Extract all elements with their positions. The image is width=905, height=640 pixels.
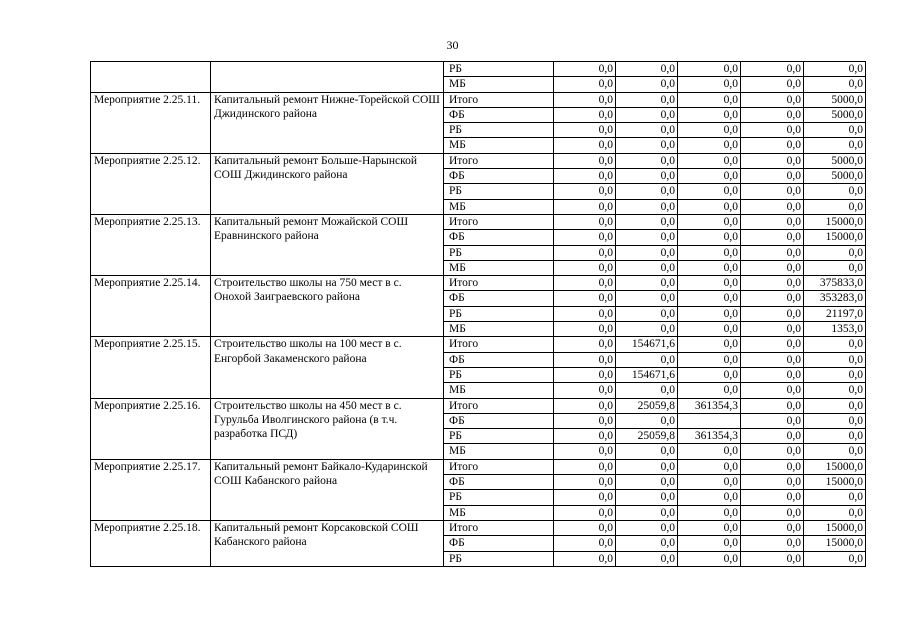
amount-cell: 0,0 bbox=[616, 413, 678, 428]
amount-cell: 0,0 bbox=[741, 153, 804, 168]
funding-source-cell: Итого bbox=[444, 276, 554, 291]
amount-cell: 0,0 bbox=[678, 444, 741, 459]
amount-cell: 0,0 bbox=[804, 199, 866, 214]
amount-cell: 0,0 bbox=[804, 138, 866, 153]
funding-source-cell: РБ bbox=[444, 551, 554, 566]
amount-cell: 154671,6 bbox=[616, 337, 678, 352]
funding-source-cell: РБ bbox=[444, 123, 554, 138]
amount-cell: 0,0 bbox=[741, 77, 804, 92]
amount-cell: 0,0 bbox=[554, 536, 616, 551]
funding-source-cell: МБ bbox=[444, 505, 554, 520]
amount-cell: 0,0 bbox=[678, 169, 741, 184]
amount-cell: 0,0 bbox=[616, 199, 678, 214]
amount-cell: 0,0 bbox=[616, 322, 678, 337]
amount-cell: 0,0 bbox=[741, 169, 804, 184]
amount-cell: 5000,0 bbox=[804, 153, 866, 168]
activity-name-cell: Строительство школы на 750 мест в с. Онохой Заиграевского района bbox=[211, 276, 444, 337]
activity-id-cell: Мероприятие 2.25.14. bbox=[91, 276, 211, 337]
amount-cell: 21197,0 bbox=[804, 306, 866, 321]
amount-cell: 0,0 bbox=[616, 291, 678, 306]
amount-cell: 0,0 bbox=[616, 505, 678, 520]
funding-source-cell: ФБ bbox=[444, 536, 554, 551]
amount-cell: 0,0 bbox=[741, 214, 804, 229]
amount-cell: 353283,0 bbox=[804, 291, 866, 306]
amount-cell: 0,0 bbox=[804, 337, 866, 352]
amount-cell: 0,0 bbox=[678, 352, 741, 367]
funding-source-cell: ФБ bbox=[444, 475, 554, 490]
amount-cell: 0,0 bbox=[741, 107, 804, 122]
amount-cell: 0,0 bbox=[616, 490, 678, 505]
amount-cell: 0,0 bbox=[741, 184, 804, 199]
amount-cell: 0,0 bbox=[554, 184, 616, 199]
amount-cell: 0,0 bbox=[554, 260, 616, 275]
amount-cell: 0,0 bbox=[554, 169, 616, 184]
activity-id-cell: Мероприятие 2.25.11. bbox=[91, 92, 211, 153]
activity-id-cell: Мероприятие 2.25.18. bbox=[91, 520, 211, 566]
activity-name-cell: Капитальный ремонт Нижне-Торейской СОШ Джидинского района bbox=[211, 92, 444, 153]
funding-source-cell: ФБ bbox=[444, 230, 554, 245]
funding-source-cell: ФБ bbox=[444, 107, 554, 122]
activity-id-cell: Мероприятие 2.25.13. bbox=[91, 214, 211, 275]
amount-cell: 0,0 bbox=[741, 429, 804, 444]
amount-cell: 0,0 bbox=[678, 153, 741, 168]
amount-cell: 0,0 bbox=[804, 123, 866, 138]
amount-cell: 0,0 bbox=[741, 260, 804, 275]
amount-cell: 0,0 bbox=[616, 551, 678, 566]
activity-id-cell bbox=[91, 62, 211, 93]
amount-cell: 0,0 bbox=[741, 92, 804, 107]
amount-cell: 361354,3 bbox=[678, 398, 741, 413]
amount-cell: 0,0 bbox=[678, 490, 741, 505]
amount-cell: 0,0 bbox=[741, 199, 804, 214]
amount-cell: 0,0 bbox=[804, 77, 866, 92]
funding-source-cell: Итого bbox=[444, 92, 554, 107]
amount-cell: 0,0 bbox=[616, 230, 678, 245]
table-row bbox=[91, 92, 866, 107]
funding-source-cell: МБ bbox=[444, 322, 554, 337]
amount-cell: 0,0 bbox=[678, 337, 741, 352]
amount-cell: 5000,0 bbox=[804, 92, 866, 107]
amount-cell: 0,0 bbox=[678, 367, 741, 382]
amount-cell: 0,0 bbox=[741, 398, 804, 413]
funding-source-cell: МБ bbox=[444, 260, 554, 275]
amount-cell: 0,0 bbox=[804, 429, 866, 444]
amount-cell: 0,0 bbox=[616, 444, 678, 459]
table-row bbox=[91, 520, 866, 535]
amount-cell: 0,0 bbox=[554, 123, 616, 138]
amount-cell: 0,0 bbox=[554, 322, 616, 337]
funding-source-cell: Итого bbox=[444, 459, 554, 474]
activity-name-cell: Капитальный ремонт Корсаковской СОШ Кабанского района bbox=[211, 520, 444, 566]
amount-cell: 0,0 bbox=[804, 184, 866, 199]
amount-cell: 0,0 bbox=[741, 520, 804, 535]
amount-cell: 0,0 bbox=[741, 551, 804, 566]
amount-cell: 0,0 bbox=[804, 383, 866, 398]
amount-cell: 0,0 bbox=[554, 62, 616, 77]
amount-cell: 15000,0 bbox=[804, 520, 866, 535]
amount-cell: 0,0 bbox=[678, 92, 741, 107]
amount-cell: 25059,8 bbox=[616, 429, 678, 444]
amount-cell: 0,0 bbox=[554, 413, 616, 428]
funding-source-cell: РБ bbox=[444, 490, 554, 505]
amount-cell: 0,0 bbox=[741, 337, 804, 352]
amount-cell: 0,0 bbox=[741, 413, 804, 428]
amount-cell: 0,0 bbox=[554, 429, 616, 444]
funding-source-cell: РБ bbox=[444, 367, 554, 382]
amount-cell: 375833,0 bbox=[804, 276, 866, 291]
amount-cell: 0,0 bbox=[678, 199, 741, 214]
table-row bbox=[91, 398, 866, 413]
amount-cell: 0,0 bbox=[678, 138, 741, 153]
table-row bbox=[91, 459, 866, 474]
amount-cell: 0,0 bbox=[678, 77, 741, 92]
funding-source-cell: МБ bbox=[444, 77, 554, 92]
table-body bbox=[91, 62, 866, 567]
amount-cell: 0,0 bbox=[741, 444, 804, 459]
amount-cell: 0,0 bbox=[741, 276, 804, 291]
amount-cell: 0,0 bbox=[804, 505, 866, 520]
amount-cell: 0,0 bbox=[741, 383, 804, 398]
amount-cell: 0,0 bbox=[616, 520, 678, 535]
amount-cell: 25059,8 bbox=[616, 398, 678, 413]
amount-cell: 0,0 bbox=[804, 413, 866, 428]
amount-cell: 0,0 bbox=[678, 536, 741, 551]
activity-name-cell: Капитальный ремонт Больше-Нарынской СОШ Джидинского района bbox=[211, 153, 444, 214]
amount-cell: 0,0 bbox=[554, 245, 616, 260]
activity-name-cell: Капитальный ремонт Можайской СОШ Еравнинского района bbox=[211, 214, 444, 275]
amount-cell: 0,0 bbox=[678, 322, 741, 337]
amount-cell: 0,0 bbox=[678, 276, 741, 291]
amount-cell: 0,0 bbox=[554, 92, 616, 107]
amount-cell: 0,0 bbox=[804, 490, 866, 505]
amount-cell: 0,0 bbox=[554, 520, 616, 535]
amount-cell: 0,0 bbox=[616, 77, 678, 92]
funding-source-cell: ФБ bbox=[444, 413, 554, 428]
amount-cell: 0,0 bbox=[804, 444, 866, 459]
amount-cell: 0,0 bbox=[741, 536, 804, 551]
amount-cell: 0,0 bbox=[554, 337, 616, 352]
table-row bbox=[91, 62, 866, 77]
funding-source-cell: ФБ bbox=[444, 291, 554, 306]
amount-cell: 0,0 bbox=[554, 291, 616, 306]
amount-cell: 15000,0 bbox=[804, 214, 866, 229]
amount-cell: 0,0 bbox=[616, 107, 678, 122]
activity-name-cell: Строительство школы на 100 мест в с. Енгорбой Закаменского района bbox=[211, 337, 444, 398]
amount-cell: 0,0 bbox=[554, 230, 616, 245]
amount-cell: 0,0 bbox=[616, 123, 678, 138]
amount-cell: 0,0 bbox=[804, 352, 866, 367]
funding-source-cell: Итого bbox=[444, 398, 554, 413]
activity-id-cell: Мероприятие 2.25.16. bbox=[91, 398, 211, 459]
amount-cell: 0,0 bbox=[741, 245, 804, 260]
amount-cell: 0,0 bbox=[554, 107, 616, 122]
amount-cell: 0,0 bbox=[616, 536, 678, 551]
amount-cell: 0,0 bbox=[554, 276, 616, 291]
amount-cell: 0,0 bbox=[554, 459, 616, 474]
amount-cell: 0,0 bbox=[554, 352, 616, 367]
amount-cell: 0,0 bbox=[741, 352, 804, 367]
amount-cell: 15000,0 bbox=[804, 475, 866, 490]
amount-cell: 0,0 bbox=[678, 107, 741, 122]
amount-cell: 0,0 bbox=[678, 551, 741, 566]
amount-cell: 0,0 bbox=[616, 138, 678, 153]
amount-cell: 0,0 bbox=[616, 169, 678, 184]
amount-cell: 0,0 bbox=[554, 153, 616, 168]
amount-cell: 0,0 bbox=[678, 520, 741, 535]
amount-cell: 0,0 bbox=[554, 77, 616, 92]
amount-cell: 0,0 bbox=[616, 306, 678, 321]
amount-cell: 0,0 bbox=[678, 291, 741, 306]
activity-id-cell: Мероприятие 2.25.12. bbox=[91, 153, 211, 214]
amount-cell: 0,0 bbox=[678, 459, 741, 474]
amount-cell: 0,0 bbox=[678, 383, 741, 398]
amount-cell: 0,0 bbox=[741, 459, 804, 474]
activity-id-cell: Мероприятие 2.25.17. bbox=[91, 459, 211, 520]
amount-cell: 154671,6 bbox=[616, 367, 678, 382]
amount-cell: 0,0 bbox=[741, 367, 804, 382]
funding-source-cell: РБ bbox=[444, 184, 554, 199]
amount-cell: 0,0 bbox=[554, 214, 616, 229]
amount-cell: 0,0 bbox=[616, 276, 678, 291]
amount-cell: 0,0 bbox=[554, 383, 616, 398]
funding-source-cell: РБ bbox=[444, 306, 554, 321]
amount-cell: 0,0 bbox=[678, 245, 741, 260]
amount-cell: 1353,0 bbox=[804, 322, 866, 337]
funding-source-cell: Итого bbox=[444, 520, 554, 535]
funding-source-cell: ФБ bbox=[444, 352, 554, 367]
amount-cell: 0,0 bbox=[741, 291, 804, 306]
activity-id-cell: Мероприятие 2.25.15. bbox=[91, 337, 211, 398]
amount-cell: 0,0 bbox=[554, 475, 616, 490]
amount-cell: 0,0 bbox=[741, 230, 804, 245]
amount-cell: 0,0 bbox=[616, 214, 678, 229]
amount-cell: 0,0 bbox=[678, 475, 741, 490]
amount-cell: 0,0 bbox=[741, 306, 804, 321]
funding-source-cell: Итого bbox=[444, 153, 554, 168]
amount-cell: 0,0 bbox=[616, 184, 678, 199]
page-number: 30 bbox=[446, 38, 459, 52]
amount-cell: 0,0 bbox=[678, 505, 741, 520]
amount-cell: 0,0 bbox=[804, 367, 866, 382]
amount-cell: 0,0 bbox=[741, 62, 804, 77]
amount-cell bbox=[678, 413, 741, 428]
amount-cell: 0,0 bbox=[616, 383, 678, 398]
amount-cell: 0,0 bbox=[741, 475, 804, 490]
amount-cell: 361354,3 bbox=[678, 429, 741, 444]
amount-cell: 0,0 bbox=[804, 245, 866, 260]
funding-source-cell: РБ bbox=[444, 245, 554, 260]
amount-cell: 0,0 bbox=[678, 62, 741, 77]
amount-cell: 0,0 bbox=[554, 444, 616, 459]
amount-cell: 0,0 bbox=[616, 260, 678, 275]
funding-source-cell: МБ bbox=[444, 383, 554, 398]
amount-cell: 0,0 bbox=[678, 230, 741, 245]
budget-table bbox=[90, 61, 866, 567]
table-row bbox=[91, 153, 866, 168]
funding-source-cell: РБ bbox=[444, 429, 554, 444]
amount-cell: 0,0 bbox=[678, 260, 741, 275]
funding-source-cell: МБ bbox=[444, 199, 554, 214]
amount-cell: 0,0 bbox=[554, 367, 616, 382]
amount-cell: 0,0 bbox=[616, 459, 678, 474]
amount-cell: 15000,0 bbox=[804, 230, 866, 245]
amount-cell: 0,0 bbox=[616, 62, 678, 77]
amount-cell: 0,0 bbox=[616, 245, 678, 260]
table-row bbox=[91, 214, 866, 229]
amount-cell: 15000,0 bbox=[804, 459, 866, 474]
amount-cell: 0,0 bbox=[616, 475, 678, 490]
amount-cell: 0,0 bbox=[554, 306, 616, 321]
activity-name-cell: Капитальный ремонт Байкало-Кударинской СОШ Кабанского района bbox=[211, 459, 444, 520]
funding-source-cell: МБ bbox=[444, 444, 554, 459]
amount-cell: 0,0 bbox=[554, 138, 616, 153]
amount-cell: 0,0 bbox=[554, 551, 616, 566]
funding-source-cell: МБ bbox=[444, 138, 554, 153]
table-row bbox=[91, 337, 866, 352]
funding-source-cell: ФБ bbox=[444, 169, 554, 184]
activity-name-cell: Строительство школы на 450 мест в с. Гурульба Иволгинского района (в т.ч. разработка ПСД) bbox=[211, 398, 444, 459]
activity-name-cell bbox=[211, 62, 444, 93]
amount-cell: 0,0 bbox=[678, 214, 741, 229]
amount-cell: 0,0 bbox=[804, 260, 866, 275]
amount-cell: 0,0 bbox=[741, 490, 804, 505]
amount-cell: 0,0 bbox=[554, 505, 616, 520]
amount-cell: 0,0 bbox=[616, 92, 678, 107]
amount-cell: 0,0 bbox=[554, 490, 616, 505]
funding-source-cell: Итого bbox=[444, 214, 554, 229]
amount-cell: 5000,0 bbox=[804, 107, 866, 122]
table-row bbox=[91, 276, 866, 291]
amount-cell: 5000,0 bbox=[804, 169, 866, 184]
amount-cell: 0,0 bbox=[554, 199, 616, 214]
amount-cell: 0,0 bbox=[616, 352, 678, 367]
amount-cell: 0,0 bbox=[741, 123, 804, 138]
funding-source-cell: Итого bbox=[444, 337, 554, 352]
amount-cell: 0,0 bbox=[678, 306, 741, 321]
amount-cell: 0,0 bbox=[741, 138, 804, 153]
amount-cell: 0,0 bbox=[616, 153, 678, 168]
amount-cell: 0,0 bbox=[804, 62, 866, 77]
amount-cell: 0,0 bbox=[554, 398, 616, 413]
funding-source-cell: РБ bbox=[444, 62, 554, 77]
amount-cell: 0,0 bbox=[741, 322, 804, 337]
amount-cell: 15000,0 bbox=[804, 536, 866, 551]
amount-cell: 0,0 bbox=[804, 551, 866, 566]
amount-cell: 0,0 bbox=[678, 184, 741, 199]
amount-cell: 0,0 bbox=[804, 398, 866, 413]
amount-cell: 0,0 bbox=[678, 123, 741, 138]
amount-cell: 0,0 bbox=[741, 505, 804, 520]
